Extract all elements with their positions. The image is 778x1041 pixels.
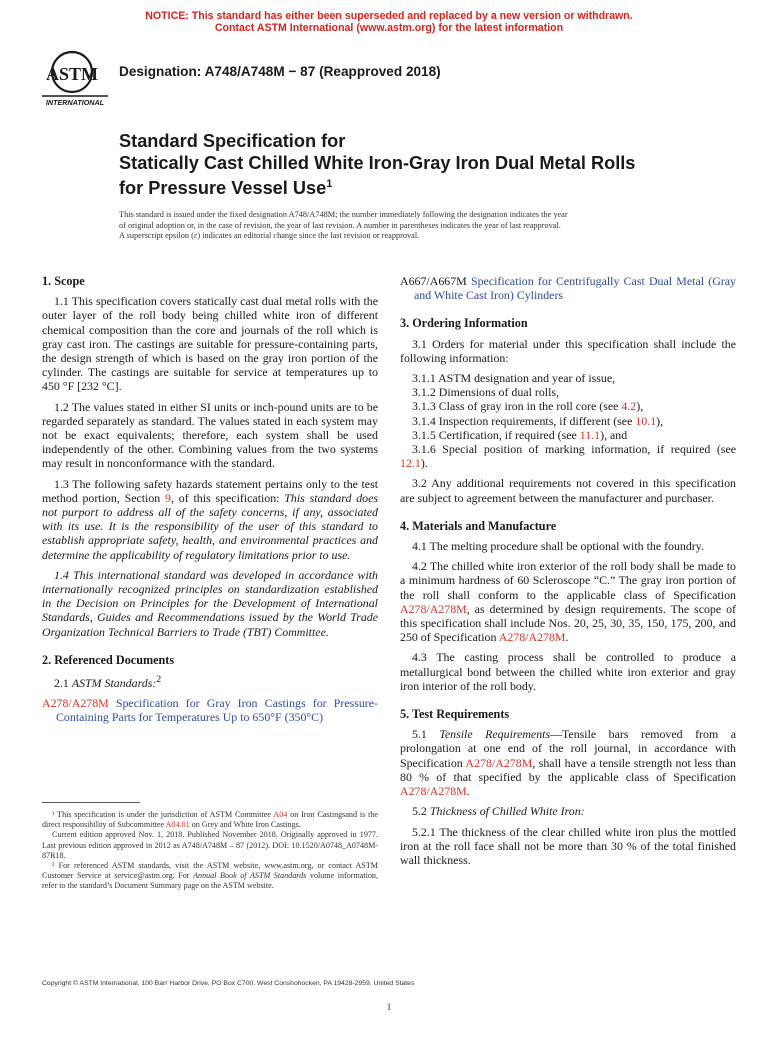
page-number: 1 [386, 1002, 392, 1012]
para-3-2: 3.2 Any additional requirements not covered in this specification are subject to agreement between the manufacturer and purchaser. [400, 476, 736, 505]
para-5-1-text: —Tensile bars removed from a prolongation at one end of the roll journal, in accordance with Specification [400, 727, 736, 770]
para-4-2-text-b: , as determined by design requirements. The scope of this specification shall include Nos. 20, 25, 30, 35, 150, 175, 200, and 250 of Specification [400, 601, 736, 645]
withdrawal-notice [0, 10, 778, 34]
section-heading-scope: 1. Scope [42, 274, 85, 288]
para-5-2 [400, 804, 736, 818]
safety-statement: This standard does not purport to address all of the safety concerns, if any, associated with its use. It is the responsibility of the user of this standard to establish appropriate safety, health, and environmental practices and determine the applicability of regulatory limitations prior to use. [42, 490, 379, 562]
notice-line-1: NOTICE: This standard has either been superseded and replaced by a new version or withdrawn. [145, 10, 633, 22]
notice-line-2: Contact ASTM International (www.astm.org) for the latest information [214, 22, 564, 34]
title-line-2: Statically Cast Chilled White Iron-Gray Iron Dual Metal Rolls [119, 152, 636, 173]
link-10-1[interactable]: 10.1 [635, 413, 657, 428]
item-3-1-4-end: ), [656, 413, 664, 428]
footnote-2-text: ² For referenced ASTM standards, visit the ASTM website, www.astm.org, or contact ASTM Customer Service at service@astm.org. For [42, 861, 378, 881]
footnote-2-text-b: volume information, refer to the standard’s Document Summary page on the ASTM website. [42, 871, 378, 891]
link-12-1[interactable]: 12.1 [400, 456, 421, 471]
footnote-divider [42, 802, 140, 803]
preamble-line-2: of original adoption or, in the case of revision, the year of last revision. A number in parentheses indicates the year of last reapproval. [119, 220, 561, 230]
link-a278-2[interactable]: A278/A278M [498, 630, 566, 645]
committee-a04-link[interactable]: A04 [273, 810, 288, 819]
para-1-4 [42, 568, 378, 639]
item-3-1-6-text: 3.1.6 Special position of marking information, if required (see [412, 442, 736, 457]
para-2-1 [42, 673, 378, 690]
astm-logo-text: INTERNATIONAL [45, 98, 105, 107]
footnote-1-text-c: on Grey and White Iron Castings. [189, 820, 301, 830]
para-5-1-num: 5.1 [412, 727, 440, 742]
preamble-line-1: This standard is issued under the fixed designation A748/A748M; the number immediately following the designation indicates the year [119, 210, 568, 219]
para-5-1-text-b: , shall have a tensile strength not less than 80 % of that specified by the applicable class of Specification [400, 755, 736, 784]
section-heading-test-requirements: 5. Test Requirements [400, 707, 510, 722]
astm-logo-letters: ASTM [45, 64, 99, 84]
reference-a667-code: A667/A667M [400, 274, 467, 288]
chilled-thickness-label: Thickness of Chilled White Iron: [429, 804, 585, 819]
title-footnote-ref: 1 [326, 178, 333, 190]
item-3-1-4-text: 3.1.4 Inspection requirements, if different (see [412, 413, 636, 428]
para-1-1: 1.1 This specification covers statically cast dual metal rolls with the outer layer of the roll body being chilled white iron of different chemical composition than the core and journals of the roll which is gray cast iron. The castings are suitable for pressure-containing parts, the design strength of which is based on the gray iron portion of the cylinder. The castings are suitable for service at temperatures up to 450 °F [232 °C]. [42, 294, 378, 394]
item-3-1-3-end: ), [636, 399, 644, 414]
item-3-1-4 [400, 414, 736, 428]
title-line-3-text: for Pressure Vessel Use [119, 178, 327, 199]
link-a278-3[interactable]: A278/A278M [465, 755, 533, 770]
title-line-3 [119, 174, 635, 200]
section-heading-referenced-documents: 2. Referenced Documents [42, 652, 175, 667]
astm-standards-label: ASTM Standards: [71, 676, 157, 691]
para-5-2-num: 5.2 [412, 804, 430, 819]
link-11-1[interactable]: 11.1 [579, 427, 601, 442]
reference-a278-code[interactable]: A278/A278M [42, 696, 109, 711]
item-3-1-6 [400, 442, 736, 470]
para-4-2-end: . [565, 630, 569, 645]
section-heading-ordering-information: 3. Ordering Information [400, 316, 528, 331]
item-3-1-6-end: ). [420, 456, 428, 471]
item-3-1-5 [400, 428, 736, 442]
footnote-2 [42, 861, 378, 892]
para-1-3-text-b: , of this specification: [171, 490, 285, 505]
reference-a278 [42, 696, 378, 724]
para-4-1: 4.1 The melting procedure shall be optional with the foundry. [412, 539, 704, 554]
title-line-1: Standard Specification for [119, 131, 346, 151]
para-5-1-end: . [466, 784, 470, 799]
footnote-ref-2: 2 [156, 674, 162, 686]
footnote-1-text: ¹ This specification is under the jurisdiction of ASTM Committee [52, 810, 274, 819]
para-5-1 [400, 727, 736, 798]
footnotes [42, 810, 378, 892]
para-5-2-1: 5.2.1 The thickness of the clear chilled white iron plus the mottled iron at the roll face shall not be more than 30 % of the total finished wall thickness. [400, 824, 736, 867]
para-4-2 [400, 559, 736, 644]
para-3-1: 3.1 Orders for material under this specification shall include the following information: [400, 336, 736, 365]
right-column [400, 274, 736, 873]
section-9-link[interactable]: 9 [165, 490, 171, 505]
designation: Designation: A748/A748M − 87 (Reapproved 2018) [119, 64, 441, 79]
para-1-2: 1.2 The values stated in either SI units or inch-pound units are to be regarded separately as standard. The values stated in each system may not be exact equivalents; therefore, each system shall be used independently of the other. Combining values from the two systems may result in nonconformance with the standard. [42, 399, 378, 471]
item-3-1-5-text: 3.1.5 Certification, if required (see [412, 427, 580, 442]
section-heading-materials-manufacture: 4. Materials and Manufacture [400, 518, 557, 533]
reference-a278-title[interactable]: Specification for Gray Iron Castings for Pressure-Containing Parts for Temperatures Up to 650°F (350°C) [56, 696, 378, 725]
annual-book-title: Annual Book of ASTM Standards [193, 871, 307, 881]
para-1-4-text: 1.4 This international standard was developed in accordance with internationally recognized principles on standardization established in the Decision on Principles for the Development of International Standards, Guides and Recommendations issued by the World Trade Organization Technical Barriers to Trade (TBT) Committee. [42, 567, 378, 639]
item-3-1-3-text: 3.1.3 Class of gray iron in the roll core (see [412, 399, 622, 414]
item-3-1-5-end: ), and [600, 427, 628, 442]
para-4-3: 4.3 The casting process shall be controlled to produce a metallurgical bond between the chilled white iron exterior and gray iron interior of the roll body. [400, 650, 736, 693]
preamble [119, 210, 667, 242]
astm-logo [42, 47, 110, 107]
para-4-2-text: 4.2 The chilled white iron exterior of the roll body shall be made to a minimum hardness of 60 Scleroscope “C.” The gray iron portion of the roll shall conform to the applicable class of Specification [400, 559, 736, 602]
footnote-1-edition: Current edition approved Nov. 1, 2018. Published November 2018. Originally approved in 1977. Last previous edition approved in 2012 as A748/A748M – 87 (2012). DOI: 10.1520/A0748_A0748M-87R18. [42, 830, 378, 860]
item-3-1-1: 3.1.1 ASTM designation and year of issue, [412, 371, 616, 386]
reference-a667-title[interactable]: Specification for Centrifugally Cast Dual Metal (Gray and White Cast Iron) Cylinders [414, 274, 736, 303]
link-a278-1[interactable]: A278/A278M [400, 601, 467, 616]
link-4-2[interactable]: 4.2 [621, 399, 637, 414]
subcommittee-a04-01-link[interactable]: A04.01 [165, 820, 190, 830]
left-column [42, 274, 378, 731]
preamble-line-3: A superscript epsilon (ε) indicates an editorial change since the last revision or reapproval. [119, 231, 420, 241]
reference-a667 [400, 274, 736, 302]
copyright: Copyright © ASTM International, 100 Barr Harbor Drive, PO Box C700, West Conshohocken, PA 19428-2959. United States [42, 980, 415, 987]
item-3-1-3 [400, 399, 736, 413]
para-1-3-text: 1.3 The following safety hazards statement pertains only to the test method portion, Section [42, 476, 378, 505]
link-a278-4[interactable]: A278/A278M [400, 784, 467, 799]
footnote-1-text-b: on Iron Castingsand is the direct responsibility of Subcommittee [42, 810, 378, 830]
tensile-requirements-label: Tensile Requirements [439, 727, 551, 742]
document-title [119, 131, 635, 200]
para-2-1-num: 2.1 [54, 676, 72, 691]
footnote-1 [42, 810, 378, 830]
item-3-1-2: 3.1.2 Dimensions of dual rolls, [412, 385, 559, 400]
para-1-3 [42, 477, 378, 562]
